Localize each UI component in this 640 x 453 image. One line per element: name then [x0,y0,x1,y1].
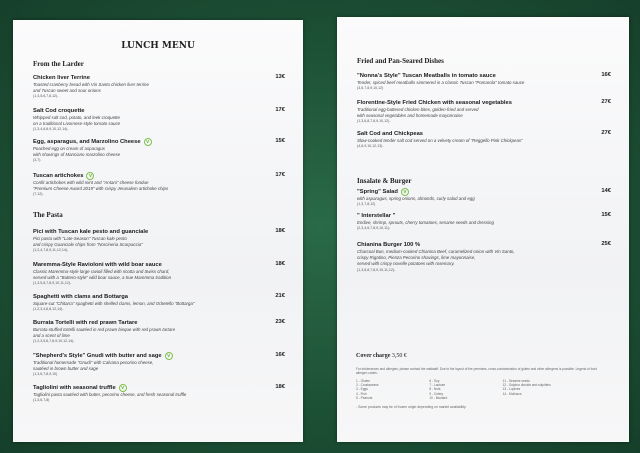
item-description: Whipped salt cod, potato, and leek croquette on a traditional Livornese-style tomato sauce [33,115,121,127]
allergen-code: 4 - Fish [356,391,367,396]
item-price: 16€ [601,72,611,78]
item-description: Square-cut "Chitarra" spaghetti with shelled clams, lemon, and Orbetello "Bottarga" [33,301,195,306]
item-name-text: Tagliolini with seasonal truffle [33,385,116,391]
item-name [33,319,285,327]
item-allergens: (1,3,5,6,7,8,9,10,11,12)- [33,281,72,286]
menu-item [33,319,285,344]
item-name [357,99,611,107]
item-price: 27€ [601,99,611,105]
cover-charge [356,353,407,359]
item-name [33,228,285,236]
allergen-code: 10 - Mustard [429,395,448,400]
item-price: 16€ [275,352,285,358]
item-description: Tagliolini pasta sautéed with butter, pecorino cheese, and fresh seasonal truffle [33,392,187,397]
item-allergens: (1,3,4,6,8,9,10,12,14)- [33,127,69,132]
allergen-code: 11 - Sesame seeds [502,379,530,383]
item-price: 13€ [275,74,285,80]
item-allergens: (3,6,7,8,9,10,12) [357,86,384,91]
allergen-legend [356,379,576,400]
menu-item [33,293,285,312]
item-price: 25€ [601,241,611,247]
item-description: Burrata-stuffed tortelli sautéed in red prawn bisque with red prawn tartare and a scent of lime [33,327,176,339]
item-price: 14€ [601,188,611,194]
item-allergens: (3,7) [33,158,41,163]
section-heading: From the Larder [33,60,84,68]
item-description: Charcoal Bun, medium-cooked Chianina Beef, caramelized onion with Vin Santo, crispy Rigatino, Pienza Pecorino shavings, lime mayonnaise, served with crispy novelle potatoes with rosemary. [357,249,515,267]
item-description: Endive, shrimp, sprouts, cherry tomatoes, sesame seeds and dressing [357,220,494,225]
item-name [33,107,285,115]
section-heading: Fried and Pan-Seared Dishes [357,57,444,65]
item-allergens: (4,6,9,10,12,13)- [357,144,384,149]
menu-item [357,212,611,231]
item-name-text: " Interstellar " [357,213,396,219]
menu-item [33,384,285,403]
item-name [357,188,611,196]
menu-item [357,130,611,149]
item-price: 15€ [601,212,611,218]
item-price: 15€ [275,138,285,144]
section-heading: The Pasta [33,211,63,219]
item-name-text: Spaghetti with clams and Bottarga [33,294,129,300]
item-name [357,130,611,138]
item-name-text: "Nonna's Style" Tuscan Meatballs in tomato sauce [357,73,496,79]
menu-item [33,138,285,163]
menu-item [33,228,285,253]
allergen-code: 14 - Molluscs [502,391,522,396]
allergen-code: 7 - Lactose [429,383,446,388]
item-name-text: Maremma-Style Ravioloni with wild boar sauce [33,262,162,268]
item-description: with asparagus, spring onions, almonds, curly salad and egg [357,196,475,201]
item-allergens: (1,3,6,8,7,8,9,10,12)- [357,119,391,124]
cover-price: 3,50 € [391,353,407,359]
allergen-code: 8 - Nuts [429,387,441,392]
menu-item [33,172,285,197]
allergen-code: 2 - Crustaceans [356,383,379,388]
item-name-text: "Spring" Salad [357,189,398,195]
vegetarian-leaf-icon: v [165,352,173,360]
menu-item [33,261,285,286]
item-description: Poached egg on cream of asparagus with shavings of Manciano marzolino cheese [33,146,121,158]
vegetarian-leaf-icon: v [144,138,152,146]
item-name-text: Egg, asparagus, and Marzolino Cheese [33,139,141,145]
item-description: Confit artichokes with wild mint and "Antani" cheese fondue "Premium Cheese Award 2019" with crispy Jerusalem artichoke chips [33,180,169,192]
item-name [357,212,611,220]
item-allergens: (1,2,3,4,6,8,12,14)- [33,307,64,312]
allergen-note: For intolerances and allergies, please contact the waitstaff. Due to the layout of the premises, cross-contamination of gluten and other allergens is possible. Legend of food allergen codes: [356,367,597,376]
item-allergens: (1,2,4,7,8,9,11,12,14)- [33,248,69,253]
item-name [33,172,285,180]
item-allergens: (1,3,7,8,12) [357,202,376,207]
item-price: 21€ [275,293,285,299]
item-allergens: (2,3,4,6,7,8,9,10,11)- [357,226,391,231]
menu-item [33,107,285,132]
item-allergens: (1,3,6,7,8,9,10) [33,372,58,377]
item-allergens: (7,12)- [33,192,44,197]
item-allergens: (1,2,3,5,6,7,8,9,10,12,14)- [33,339,75,344]
vegetarian-leaf-icon: v [401,188,409,196]
item-description: Pici pasta with "Late-Season" Tuscan kale pesto and crispy Guanciale chips from "Norcineria Scarpaccia" [33,236,143,248]
item-name-text: "Shepherd's Style" Gnudi with butter and sage [33,353,162,359]
allergen-code: 9 - Celery [429,391,444,396]
page-title: LUNCH MENU [121,41,195,51]
menu-page-left [13,20,303,442]
item-allergens: (1,3,6,8,7,8,9,10,11,12)- [357,267,396,272]
item-description: Slow-cooked tender salt cod served on a velvety cream of "Reggello Pink Chickpeas" [357,138,523,143]
item-name-text: Salt Cod and Chickpeas [357,131,424,137]
item-price: 27€ [601,130,611,136]
item-description: Toasted cranberry bread with Vin Santo chicken liver terrine and Tuscan sweet and sour onions [33,82,149,94]
menu-item [33,74,285,99]
menu-item [357,188,611,207]
item-name-text: Salt Cod croquette [33,108,85,114]
allergen-code: 6 - Soy [429,379,440,383]
item-price: 17€ [275,172,285,178]
allergen-code: 3 - Eggs [356,387,368,392]
item-description: Traditional egg-battered chicken bites, golden-fried and served with seasonal vegetables and homemade mayonnaise [357,107,479,119]
vegetarian-leaf-icon: v [119,384,127,392]
item-name-text: Burrata Tortelli with red prawn Tartare [33,320,138,326]
vegetarian-leaf-icon: v [86,172,94,180]
item-price: 18€ [275,384,285,390]
item-name [33,74,285,82]
allergen-code: 1 - Gluten [356,379,370,383]
item-description: Traditional homemade "Gnudi" with Calvana pecorino cheese, sautéed in brown butter and sage [33,360,154,372]
item-allergens: (1,4,5,6,7,8,12)- [33,94,59,99]
item-name [357,72,611,80]
cover-label: Cover charge [356,353,391,359]
item-name [33,138,285,146]
menu-page-right [337,17,629,442]
allergen-code: 13 - Lupines [502,387,521,392]
item-name-text: Tuscan artichokes [33,173,84,179]
item-description: Tender, spiced beef meatballs simmered in a classic Tuscan "Pomarola" tomato sauce [357,80,525,85]
item-price: 17€ [275,107,285,113]
allergen-code: 5 - Peanuts [356,395,373,400]
item-name [33,293,285,301]
item-name [33,261,285,269]
item-name-text: Florentine-Style Fried Chicken with seasonal vegetables [357,100,512,106]
item-name [33,352,285,360]
footnote: - Some products may be of frozen origin depending on market availability. [356,405,467,409]
menu-item [357,72,611,91]
item-name [33,384,285,392]
menu-item [357,241,611,273]
menu-item [33,352,285,377]
allergen-code: 12 - Sulphur dioxide and sulphites [502,383,551,388]
item-description: Classic Maremma-style large ravioli filled with ricotta and Swiss chard, served with a "Buttero-style" wild boar sauce, a true Maremma tradition [33,269,172,281]
item-price: 18€ [275,228,285,234]
item-allergens: (1,3,6,7,8) [33,398,50,403]
item-name-text: Chicken liver Terrine [33,75,90,81]
item-price: 23€ [275,319,285,325]
item-name-text: Chianina Burger 100 % [357,242,421,248]
item-name [357,241,611,249]
item-name-text: Pici with Tuscan kale pesto and guanciale [33,229,149,235]
item-price: 18€ [275,261,285,267]
section-heading: Insalate & Burger [357,177,412,185]
menu-item [357,99,611,124]
